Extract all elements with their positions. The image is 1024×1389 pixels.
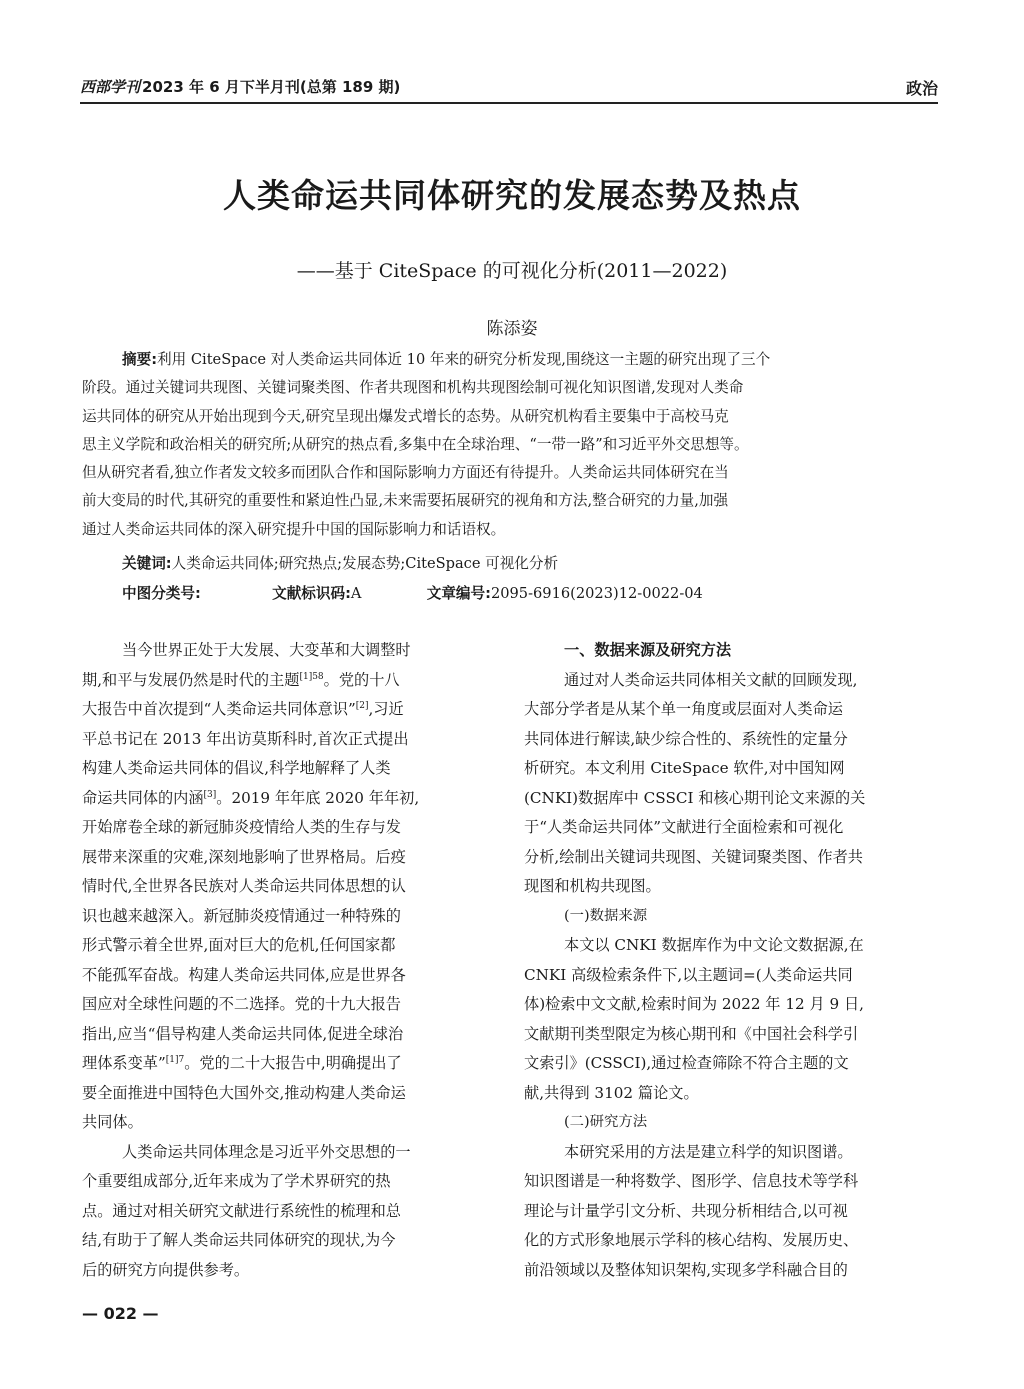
body-line: 本研究采用的方法是建立科学的知识图谱。 [564, 1142, 853, 1161]
body-line: 现图和机构共现图。 [524, 877, 661, 895]
left-column [82, 636, 496, 1285]
body-line: 知识图谱是一种将数学、图形学、信息技术等学科 [524, 1172, 859, 1190]
body-line: 平总书记在 2013 年出访莫斯科时,首次正式提出 [82, 729, 409, 748]
classification-info [122, 582, 703, 603]
body-line: 展带来深重的灾难,深刻地影响了世界格局。后疫 [82, 847, 406, 866]
keywords [122, 552, 558, 573]
section-label: 政治 [905, 79, 938, 98]
body-line: 开始席卷全球的新冠肺炎疫情给人类的生存与发 [82, 818, 401, 836]
body-line: 点。通过对相关研究文献进行系统性的梳理和总 [82, 1201, 401, 1220]
body-line: 理论与计量学引文分析、共现分析相结合,以可视 [524, 1201, 848, 1220]
doc-code-value: A [350, 585, 362, 602]
keywords-label: 关键词: [122, 555, 172, 572]
body-line: 后的研究方向提供参考。 [82, 1260, 250, 1279]
page-number: — 022 — [82, 1304, 159, 1323]
body-line: 献,共得到 3102 篇论文。 [524, 1083, 699, 1102]
citation: [2] [355, 700, 369, 711]
body-line: 前沿领域以及整体知识架构,实现多学科融合目的 [524, 1260, 848, 1279]
abstract-line: 运共同体的研究从开始出现到今天,研究呈现出爆发式增长的态势。从研究机构看主要集中于高校马克 [82, 407, 729, 425]
body-line: 不能孤军奋战。构建人类命运共同体,应是世界各 [82, 965, 406, 984]
abstract-line: 阶段。通过关键词共现图、关键词聚类图、作者共现图和机构共现图绘制可视化知识图谱,发现对人类命 [82, 379, 744, 397]
right-column [524, 636, 938, 1285]
doc-code-label: 文献标识码: [272, 585, 351, 602]
body-line: 个重要组成部分,近年来成为了学术界研究的热 [82, 1172, 391, 1190]
article-title: 人类命运共同体研究的发展态势及热点 [223, 176, 801, 215]
abstract-line: 摘要:利用 CiteSpace 对人类命运共同体近 10 年来的研究分析发现,围绕这一主题的研究出现了三个 [122, 351, 771, 368]
body-line: 当今世界正处于大发展、大变革和大调整时 [122, 641, 411, 659]
body-line: 文索引》(CSSCI),通过检查筛除不符合主题的文 [524, 1054, 849, 1072]
subsection-heading: (二)研究方法 [564, 1114, 648, 1130]
body-line: 结,有助于了解人类命运共同体研究的现状,为今 [82, 1231, 396, 1249]
body-line: CNKI 高级检索条件下,以主题词=(人类命运共同 [524, 965, 853, 984]
article-no-label: 文章编号: [426, 585, 491, 602]
citation: [3] [203, 789, 217, 800]
body-line: 体)检索中文文献,检索时间为 2022 年 12 月 9 日, [524, 995, 864, 1013]
body-line: 情时代,全世界各民族对人类命运共同体思想的认 [82, 877, 406, 895]
body-line: 命运共同体的内涵[3]。2019 年年底 2020 年年初, [82, 788, 420, 807]
body-line: 构建人类命运共同体的倡议,科学地解释了人类 [82, 759, 391, 777]
journal-issue-info [80, 76, 400, 97]
body-line: 本文以 CNKI 数据库作为中文论文数据源,在 [564, 936, 864, 954]
citation: [1]7 [165, 1054, 185, 1065]
clc-label: 中图分类号: [122, 585, 201, 602]
body-line: 指出,应当“倡导构建人类命运共同体,促进全球治 [82, 1024, 404, 1043]
body-line: 形式警示着全世界,面对巨大的危机,任何国家都 [82, 936, 396, 954]
body-line: 理体系变革”$^{[1]7}$。党的二十大报告中,明确提出了 [82, 1054, 402, 1072]
author-name: 陈添姿 [486, 319, 538, 339]
body-line: 大部分学者是从某个单一角度或层面对人类命运 [524, 700, 843, 718]
body-line: 国应对全球性问题的不二选择。党的十九大报告 [82, 995, 401, 1013]
running-header [80, 68, 938, 104]
body-line: 共同体。 [82, 1113, 143, 1131]
abstract-line: 但从研究者看,独立作者发文较多而团队合作和国际影响力方面还有待提升。人类命运共同体研究在当 [82, 464, 729, 482]
body-line: 大报告中首次提到“人类命运共同体意识”[2],习近 [82, 700, 404, 718]
subsection-heading: (一)数据来源 [564, 907, 648, 924]
body-line: 于“人类命运共同体”文献进行全面检索和可视化 [524, 818, 844, 836]
body-line: 要全面推进中国特色大国外交,推动构建人类命运 [82, 1083, 406, 1102]
abstract-line: 通过人类命运共同体的深入研究提升中国的国际影响力和话语权。 [82, 520, 506, 538]
abstract-label: 摘要: [122, 351, 158, 368]
abstract-line: 前大变局的时代,其研究的重要性和紧迫性凸显,未来需要拓展研究的视角和方法,整合研究的力量,加强 [82, 492, 729, 510]
article-no-value: 2095-6916(2023)12-0022-04 [490, 585, 703, 602]
body-line: 期,和平与发展仍然是时代的主题$^{[1]58}$。党的十八 [82, 670, 400, 689]
body-line: 化的方式形象地展示学科的核心结构、发展历史、 [524, 1231, 859, 1249]
abstract [82, 346, 938, 544]
section-heading: 一、数据来源及研究方法 [564, 641, 732, 659]
journal-logo: 西部学刊 [80, 78, 141, 96]
body-line: (CNKI)数据库中 CSSCI 和核心期刊论文来源的关 [524, 788, 866, 807]
body-line: 人类命运共同体理念是习近平外交思想的一 [122, 1142, 411, 1161]
body-line: 文献期刊类型限定为核心期刊和《中国社会科学引 [524, 1024, 859, 1043]
issue-label: 2023 年 6 月下半月刊(总第 189 期) [142, 78, 401, 96]
article-subtitle: ——基于 CiteSpace 的可视化分析(2011—2022) [296, 260, 728, 282]
body-line: 共同体进行解读,缺少综合性的、系统性的定量分 [524, 729, 848, 748]
body-line: 析研究。本文利用 CiteSpace 软件,对中国知网 [524, 759, 845, 777]
body-line: 通过对人类命运共同体相关文献的回顾发现, [564, 670, 858, 689]
keywords-value: 人类命运共同体;研究热点;发展态势;CiteSpace 可视化分析 [171, 555, 559, 572]
abstract-line: 思主义学院和政治相关的研究所;从研究的热点看,多集中在全球治理、“一带一路”和习近平外交思想等。 [82, 435, 749, 453]
body-line: 识也越来越深入。新冠肺炎疫情通过一种特殊的 [82, 906, 401, 925]
citation: [1]58 [299, 671, 324, 682]
body-line: 分析,绘制出关键词共现图、关键词聚类图、作者共 [524, 847, 863, 866]
